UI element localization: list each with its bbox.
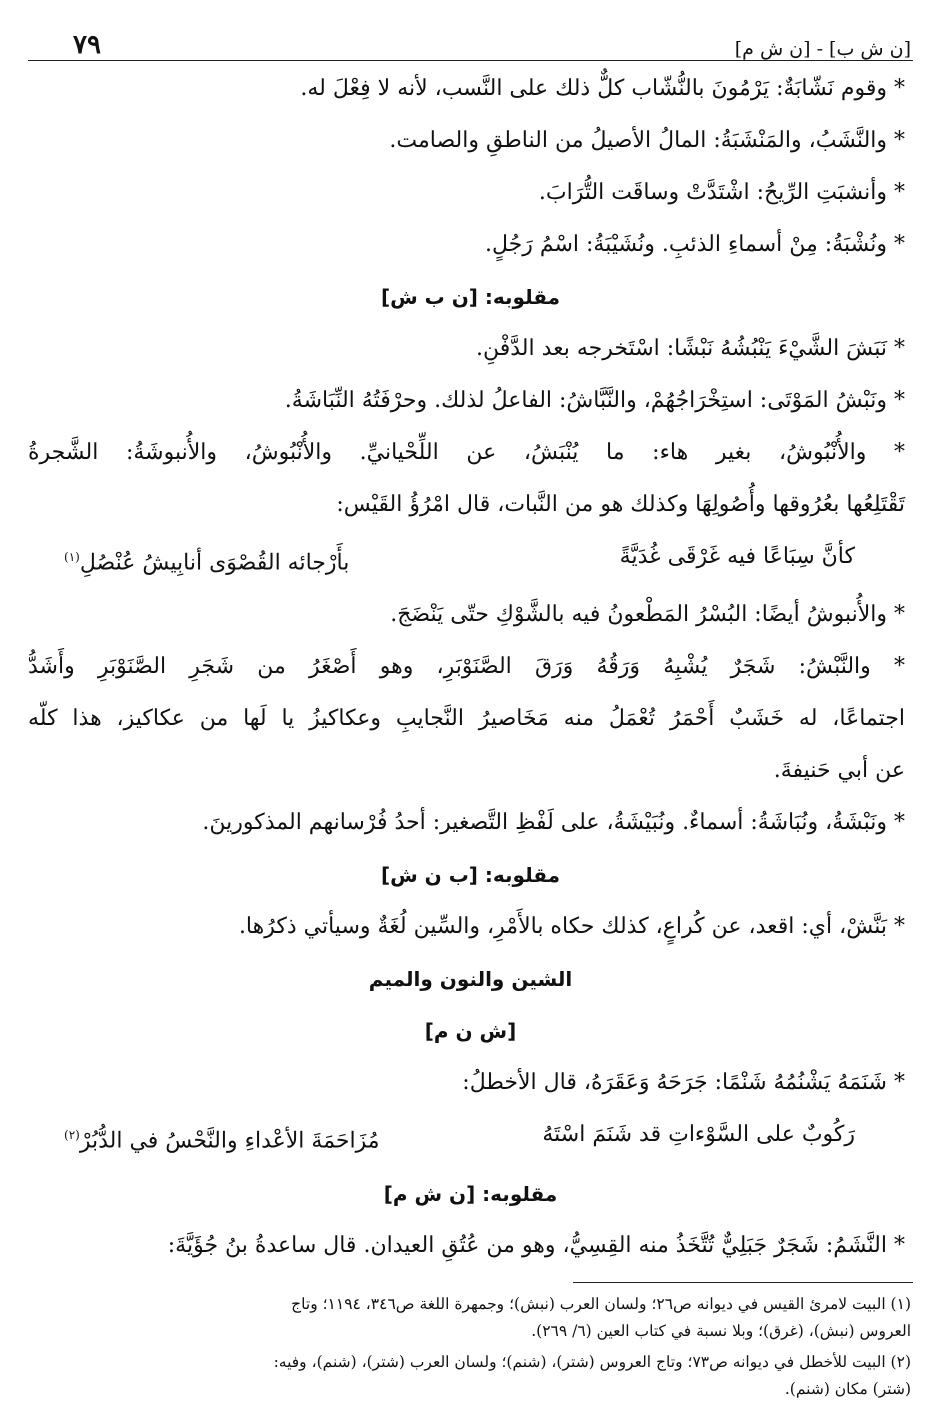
main-text (28, 61, 913, 1272)
entry-paragraph: * والأُنبوشُ أيضًا: البُسْرُ المَطْعونُ فيه بالشَّوْكِ حتّى يَنْضَجَ. (390, 602, 905, 628)
entry-paragraph: * والنَّبْشُ: شَجَرٌ يُشْبِهُ وَرَقُهُ وَرَقَ الصَّنَوْبَرِ، وهو أَصْغَرُ من شَجَرِ الصَّنَوْبَرِ وأَشَدُّ (28, 654, 905, 680)
entry-paragraph: * وأنشبَتِ الرِّيحُ: اشْتَدَّتْ وساقَت التُّرَابَ. (538, 180, 905, 205)
entry-paragraph: * ونُشْبَةُ: مِنْ أسماءِ الذئبِ. ونُشَيْبَةُ: اسْمُ رَجُلٍ. (484, 232, 905, 257)
entry-paragraph: * شَنَمَهُ يَشْنُمُهُ شَنْمًا: جَرَحَهُ وَعَقَرَهُ، قال الأخطلُ: (462, 1070, 905, 1096)
verse-first-hemistich: رَكُوبٌ على السَّوْءاتِ قد شَنَمَ اسْتَهُ (542, 1122, 855, 1148)
section-heading: مقلوبه: [ن ش م] (383, 1181, 558, 1206)
headword-range: [ن ش ب] - [ن ش م] (734, 38, 911, 60)
section-heading: مقلوبه: [ن ب ش] (380, 285, 561, 309)
poetry-verse (28, 1109, 913, 1167)
entry-paragraph-continued: عن أبي حَنيفةَ. (773, 758, 905, 784)
page (28, 18, 913, 1407)
verse-second-hemistich: بأَرْجائه القُصْوَى أنابِيشُ عُنْصُلِ$^{(١)}$ (64, 550, 350, 576)
entry-paragraph: * ونَبْشُ المَوْتَى: استِخْرَاجُهُمْ، والنَّبَّاشُ: الفاعلُ لذلك. وحرْفَتُهُ النِّبَاشَةُ. (284, 388, 905, 413)
entry-paragraph: * بَنَّشْ، أي: اقعد، عن كُراعٍ، كذلك حكاه بالأَمْرِ، والسِّين لُغَةٌ وسيأتي ذكرُها. (238, 914, 905, 940)
page-number: ٧٩ (73, 30, 101, 60)
entry-paragraph-continued: اجتماعًا، له خَشَبٌ أَحْمَرُ تُعْمَلُ منه مَخَاصيرُ النَّجايبِ وعكاكيزُ يا لَها من عكاكيز، هذا كلّه (28, 706, 905, 732)
chapter-heading: الشين والنون والميم (368, 967, 573, 992)
running-header (28, 18, 913, 61)
section-heading: [ش ن م] (424, 1019, 517, 1044)
verse-first-hemistich: كأنَّ سِبَاعًا فيه غَرْقَى غُدَيَّةً (619, 544, 855, 569)
entry-paragraph: * والأُنْبُوشُ، بغير هاء: ما يُنْبَشُ، عن اللِّحْيانيِّ. والأُنْبُوشُ، والأُنبوشَةُ: الشَّجرةُ (28, 440, 905, 465)
footnote-marker: (١) (64, 550, 80, 564)
entry-paragraph: * ونَبْشَةُ، ونُبَاشَةُ: أسماءٌ. ونُبَيْشَةُ، على لَفْظِ التَّصغير: أحدُ فُرْسانهم المذكورينَ. (202, 810, 905, 836)
footnote: (١) البيت لامرئ القيس في ديوانه ص٢٦؛ ولسان العرب (نبش)؛ وجمهرة اللغة ص٣٤٦، ١١٩٤؛ وتاج العروس (نبش)، (غرق)؛ وبلا نسبة في كتاب العين (٦/ ٢٦٩). (291, 1294, 911, 1340)
footnote-divider (573, 1282, 913, 1283)
entry-paragraph: * النَّشَمُ: شَجَرٌ جَبَلِيٌّ تُتَّخَذُ منه القِسِيُّ، وهو من عُتُقِ العيدان. قال ساعدةُ بنُ جُؤَيَّةَ: (167, 1232, 905, 1258)
verse-second-hemistich: مُزَاحَمَةَ الأعْداءِ والنَّحْسُ في الدُّبُرْ$^{(٢)}$ (64, 1128, 380, 1154)
footnotes (28, 1291, 913, 1403)
footnote-marker: (٢) (64, 1128, 80, 1143)
section-heading: مقلوبه: [ب ن ش] (380, 863, 561, 888)
entry-paragraph: * والنَّشَبُ، والمَنْشَبَةُ: المالُ الأصيلُ من الناطقِ والصامت. (389, 128, 905, 153)
entry-paragraph-continued: تَقْتَلِعُها بعُرُوقها وأُصُولِهَا وكذلك هو من النَّبات، قال امْرُؤُ القَيْس: (336, 492, 905, 517)
entry-paragraph: * وقوم نَشّابَةٌ: يَرْمُونَ بالنُّشّاب كلٌّ ذلك على النَّسب، لأنه لا فِعْلَ له. (300, 76, 905, 101)
entry-paragraph: * نَبَشَ الشَّيْءَ يَنْبُشُهُ نَبْشًا: اسْتَخرجه بعد الدَّفْنِ. (475, 336, 905, 361)
footnote: (٢) البيت للأخطل في ديوانه ص٧٣؛ وتاج العروس (شتر)، (شنم)؛ ولسان العرب (شتر)، (شنم)، وفيه: (شتر) مكان (شنم). (273, 1352, 911, 1398)
poetry-verse (28, 531, 913, 589)
